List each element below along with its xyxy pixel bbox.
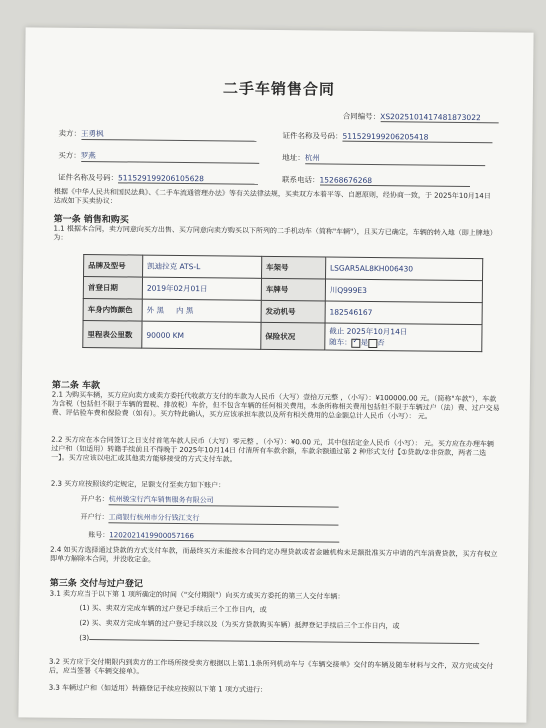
clause-3-1-option-2: (2) 买、卖双方完成车辆的过户登记手续以及（为买方贷款购买车辆）抵押登记手续后三个工作日内，或 [79,618,400,631]
address-label: 地址： [282,153,305,163]
reg-label: 首登日期 [83,276,142,299]
contract-no-value: XS2025101417481873022 [380,112,498,123]
section-2-title: 第二条 车款 [51,380,101,392]
buyer-id-row [58,172,258,185]
clause-2-4: 2.4 如买方选择通过贷款的方式支付车款，而最终买方未能按本合同约定办理贷款或者金融机构未足额批准买方申请的汽车消费贷款，买方有权立即单方解除本合同，并没收定金。 [50,545,498,564]
seller-name: 王勇枫 [81,128,256,142]
clause-3-1-option-3 [79,634,499,647]
address-row [282,152,485,166]
yes-checkbox[interactable] [352,338,361,347]
contract-title: 二手车销售合同 [222,79,336,99]
clause-1-1: 1.1 根据本合同，卖方同意向买方出售、买方同意向卖方购买以下所列的二手机动车（简称"车辆"），且买方已确定，车辆的转入地（即上牌地）为： [53,224,497,242]
seller-row [58,128,256,142]
bank-label: 开户行： [80,512,109,522]
with-car-row [329,337,477,350]
vin-label: 车架号 [261,256,325,279]
clause-3-2: 3.2 买方应于交付期限内到卖方的工作场所接受卖方根据以上第1.1条所列机动车与《车辆交接单》交付的车辆及随车材料与文件，双方完成交付后，应当签署《车辆交接单》。 [48,657,494,676]
plate-value: 川Q999E3 [325,279,482,303]
section-3-title: 第三条 交付与过户登记 [49,578,143,590]
payee-row [81,494,339,508]
address-value: 杭州 [305,152,485,166]
clause-3-1-option-1: (1) 买、卖双方完成车辆的过户登记手续后三个工作日内，或 [79,603,267,614]
brand-value: 凯迪拉克 ATS-L [143,255,262,278]
with-car-label: 随车： [329,337,352,347]
payee-label: 开户名： [80,494,109,504]
seller-id-row [282,130,492,143]
phone-value: 15268676268 [319,175,469,187]
mileage-value: 90000 KM [142,321,261,349]
payee-value: 杭州骏宝行汽车销售服务有限公司 [109,494,339,507]
buyer-label: 买方： [58,150,81,160]
clause-3-3: 3.3 车辆过户和（如适用）转籍登记手续应按照以下第 1 项方式进行： [48,683,268,694]
section-1-title: 第一条 销售和购买 [53,214,129,226]
color-label: 车身内饰颜色 [83,298,142,321]
contract-no-label: 合同编号： [342,111,381,122]
preamble: 根据《中华人民共和国民法典》、《二手车流通管理办法》等有关法律法规，买卖双方本着平等、自愿原则，经协商一致，于 2025年10月14日 达成如下买卖协议： [53,187,491,206]
engine-value: 182546167 [325,301,482,325]
insurance-value [325,323,482,352]
seller-id-label: 证件名称及号码： [282,131,343,141]
phone-label: 联系电话： [281,175,320,185]
account-row [88,530,339,543]
buyer-row [58,150,259,164]
seller-label: 卖方： [58,128,82,138]
vehicle-table [82,254,483,352]
buyer-name: 罗燕 [81,150,259,164]
reg-value: 2019年02月01日 [142,277,261,300]
seller-id-value: 511529199206205418 [342,132,492,144]
contract-page [18,27,533,722]
yes-label: 是 [360,337,369,347]
insurance-date: 截止 2025年10月14日 [329,326,408,337]
buyer-id-value: 511529199206105628 [118,173,258,184]
account-value: 1202021419900057166 [109,531,339,542]
clause-2-1: 2.1 为购买车辆，买方应向卖方或卖方委托代收款方支付的车款为人民币（大写）壹拾万元整 ，（小写）：¥100000.00 元。（简称"车款"），车款为含税（包括但不限于车辆的置税、排放税）车价，但不包含车辆的任何相关费用，本条所称相关费用包括但不限于车辆过户（法）费、过户交易费、评估验车费和保险费（如有）。买方特此确认，买方应该承担车款以及所有相关费用的总金额总计人民币（小写）： 元。 [51,390,500,421]
interior-color: 内 黑 [175,305,194,316]
mileage-label: 里程表公里数 [83,320,142,348]
account-label: 账号： [88,531,110,540]
exterior-color: 外 黑 [146,305,165,315]
contract-number [343,111,499,124]
insurance-label: 保险状况 [261,322,325,350]
color-value [142,299,261,322]
engine-label: 发动机号 [261,300,325,323]
no-label: 否 [377,338,385,348]
bank-value: 工商银行杭州市分行钱江支行 [108,512,338,525]
clause-3-1: 3.1 卖方应当于以下第 1 项所确定的时间（"交付期限"）向买方或买方委托的第三人交付车辆： [49,589,345,601]
phone-row [282,174,470,187]
bank-row [80,512,338,526]
clause-2-2: 2.2 买方应在本合同签订之日支付首笔车款人民币（大写）零元整 ，（小写）：¥0.00 元，其中包括定金人民币（小写）： 元。买方应在办理车辆过户和（如适用）转籍手续前且不得晚于 2025年10月14日 付清所有车款余额，车款余额通过第 2 种形式支付【①贷款/②非贷款，两者二选一】。买方应该以电汇或其他卖方能够接受的方式支付车款。 [51,435,494,464]
vin-value: LSGAR5AL8KH006430 [325,257,482,281]
option-3-blank [89,639,479,644]
clause-2-3: 2.3 买方应按照该约定规定，足额支付至卖方如下账户： [50,479,226,490]
brand-label: 品牌及型号 [84,254,143,277]
option-3-label: (3) [79,633,90,643]
no-checkbox[interactable] [368,338,377,347]
plate-label: 车牌号 [261,278,325,301]
buyer-id-label: 证件名称及号码： [58,172,119,183]
